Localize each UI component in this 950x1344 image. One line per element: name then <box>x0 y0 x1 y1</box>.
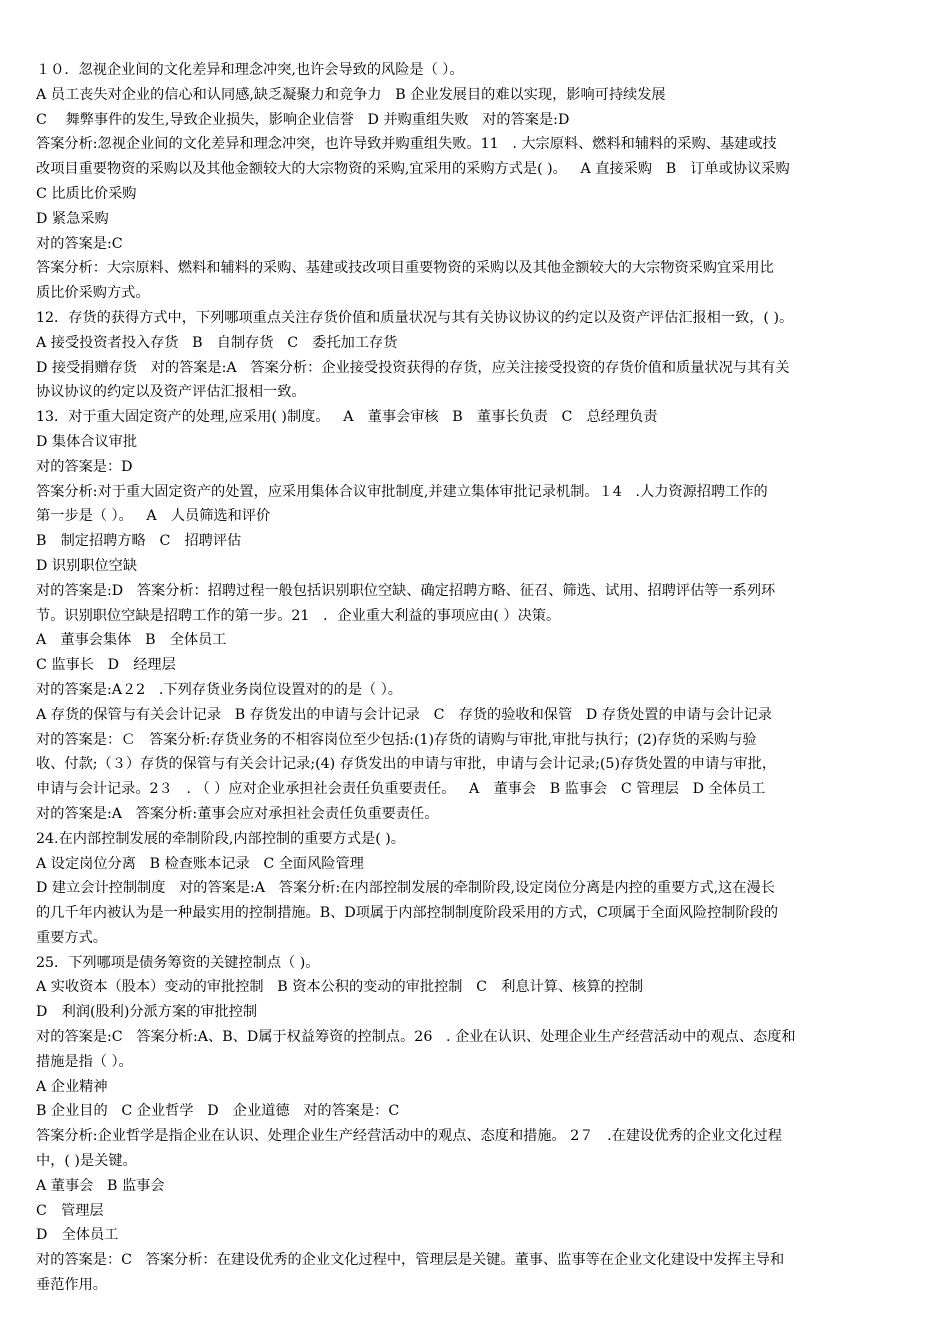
text-line: D 接受捐赠存货ᅟ对的答案是:Aᅟ答案分析：企业接受投资获得的存货，应关注接受投资的存货价值和质量状况与其有关 <box>36 359 790 376</box>
text-line: 协议协议的约定以及资产评估汇报相一致。 <box>36 384 306 401</box>
text-line: 措施是指（ ）。 <box>36 1053 133 1070</box>
text-line: 重要方式。 <box>36 929 107 946</box>
text-line: 对的答案是：D <box>36 458 133 475</box>
text-line: 答案分析:忽视企业间的文化差异和理念冲突，也许导致并购重组失败。11ᅟ. 大宗原料、燃料和辅料的采购、基建或技 <box>36 136 777 153</box>
text-line: 对的答案是:C <box>36 235 123 252</box>
text-line: D 利润(股利)分派方案的审批控制 <box>36 1004 258 1021</box>
text-line: A 员工丧失对企业的信心和认同感,缺乏凝聚力和竞争力ᅟB 企业发展目的难以实现，影响可持续发展 <box>36 86 666 103</box>
text-line: 垂范作用。 <box>36 1277 107 1294</box>
text-line: 对的答案是：Ｃᅟ答案分析:存货业务的不相容岗位至少包括:(1)存货的请购与审批,审批与执行；(2)存货的采购与验 <box>36 731 757 748</box>
text-line: D 全体员工 <box>36 1227 119 1244</box>
text-line: D 集体合议审批 <box>36 433 138 450</box>
text-line: 答案分析:企业哲学是指企业在认识、处理企业生产经营活动中的观点、态度和措施。 2７ᅟ.在建设优秀的企业文化过程 <box>36 1128 782 1145</box>
text-line: C 比质比价采购 <box>36 185 137 202</box>
text-line: A 实收资本（股本）变动的审批控制ᅟB 资本公积的变动的审批控制ᅟC 利息计算、核算的控制 <box>36 979 644 996</box>
text-line: C 监事长ᅟD 经理层 <box>36 657 176 674</box>
text-line: 的几千年内被认为是一种最实用的控制措施。B、D项属于内部控制制度阶段采用的方式，C项属于全面风险控制阶段的 <box>36 905 779 922</box>
text-line: A 企业精神 <box>36 1078 108 1095</box>
document-page <box>36 58 916 1298</box>
text-line: B 企业目的ᅟC 企业哲学ᅟD 企业道德ᅟ对的答案是：C <box>36 1103 400 1120</box>
text-line: 对的答案是:A２2ᅟ.下列存货业务岗位设置对的的是（ ）。 <box>36 681 402 698</box>
text-line: 12．存货的获得方式中，下列哪项重点关注存货价值和质量状况与其有关协议协议的约定以及资产评估汇报相一致，( )。 <box>36 309 794 326</box>
text-line: C 管理层 <box>36 1202 104 1219</box>
text-line: 收、付款;（３）存货的保管与有关会计记录;(4) 存货发出的申请与审批，申请与会计记录;(5)存货处置的申请与审批， <box>36 756 777 773</box>
text-line: A 董事会集体ᅟB 全体员工 <box>36 632 227 649</box>
text-line: 对的答案是：Cᅟ答案分析：在建设优秀的企业文化过程中，管理层是关键。董事、监事等在企业文化建设中发挥主导和 <box>36 1252 785 1269</box>
text-line: 第一步是（ ）。ᅟA 人员筛选和评价 <box>36 508 271 525</box>
text-line: １０．忽视企业间的文化差异和理念冲突,也许会导致的风险是（ ）。 <box>36 62 464 78</box>
text-line: 节。识别职位空缺是招聘工作的第一步。21ᅟ．企业重大利益的事项应由( ）决策。 <box>36 607 561 624</box>
text-line: 13．对于重大固定资产的处理,应采用( )制度。ᅟA 董事会审核ᅟB 董事长负责ᅟC 总经理负责 <box>36 409 658 426</box>
text-line: B 制定招聘方略ᅟC 招聘评估 <box>36 533 242 550</box>
text-line: A 接受投资者投入存货ᅟB 自制存货ᅟC 委托加工存货 <box>36 334 398 351</box>
text-line: 中，( )是关键。 <box>36 1153 137 1170</box>
text-line: A 董事会ᅟB 监事会 <box>36 1177 165 1194</box>
text-line: D 建立会计控制制度ᅟ对的答案是:Aᅟ答案分析:在内部控制发展的牵制阶段,设定岗位分离是内控的重要方式,这在漫长 <box>36 880 775 897</box>
text-line: 质比价采购方式。 <box>36 285 150 302</box>
text-line: 24.在内部控制发展的牵制阶段,内部控制的重要方式是( )。 <box>36 830 405 847</box>
text-line: 对的答案是:Cᅟ答案分析:A、B、D属于权益筹资的控制点。26ᅟ. 企业在认识、处理企业生产经营活动中的观点、态度和 <box>36 1029 796 1046</box>
text-line: A 存货的保管与有关会计记录ᅟB 存货发出的申请与会计记录ᅟC 存货的验收和保管ᅟD 存货处置的申请与会计记录 <box>36 706 772 723</box>
text-line: C 舞弊事件的发生,导致企业损失，影响企业信誉ᅟD 并购重组失败ᅟ对的答案是:D <box>36 111 570 128</box>
text-line: 改项目重要物资的采购以及其他金额较大的大宗物资的采购,宜采用的采购方式是( )。ᅟA 直接采购ᅟB 订单或协议采购 <box>36 161 790 178</box>
text-line: 对的答案是:Aᅟ答案分析:董事会应对承担社会责任负重要责任。 <box>36 805 439 822</box>
text-line: 答案分析：大宗原料、燃料和辅料的采购、基建或技改项目重要物资的采购以及其他金额较大的大宗物资采购宜采用比 <box>36 260 774 277</box>
text-line: 25．下列哪项是债务筹资的关键控制点（ )。 <box>36 954 320 971</box>
text-line: D 紧急采购 <box>36 210 109 227</box>
text-line: 答案分析:对于重大固定资产的处置，应采用集体合议审批制度,并建立集体审批记录机制。１4ᅟ.人力资源招聘工作的 <box>36 483 768 500</box>
text-line: 申请与会计记录。2３ᅟ. （ ）应对企业承担社会责任负重要责任。ᅟA 董事会ᅟB 监事会ᅟC 管理层ᅟD 全体员工 <box>36 781 766 798</box>
text-line: D 识别职位空缺 <box>36 557 138 574</box>
text-line: 对的答案是:Dᅟ答案分析：招聘过程一般包括识别职位空缺、确定招聘方略、征召、筛选、试用、招聘评估等一系列环 <box>36 582 776 599</box>
text-line: A 设定岗位分离ᅟB 检查账本记录ᅟC 全面风险管理 <box>36 855 364 872</box>
